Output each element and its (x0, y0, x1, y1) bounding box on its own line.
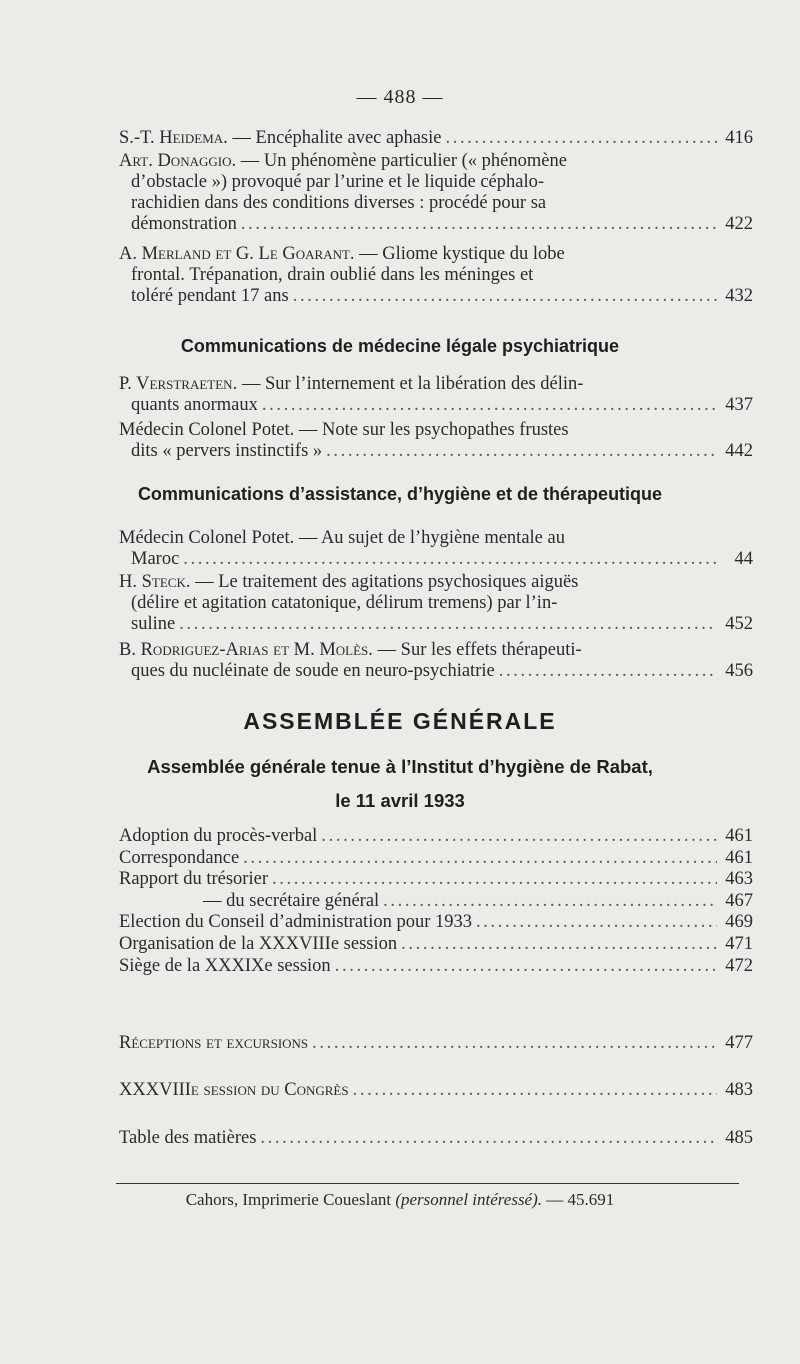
entry-author: Médecin Colonel Potet. (119, 420, 295, 440)
entry-text: Maroc (131, 549, 180, 569)
entry-author: B. Rodriguez-Arias et M. Molès. (119, 640, 373, 660)
entry-text: Rapport du trésorier (119, 869, 268, 890)
entry-page: 471 (725, 933, 753, 954)
entry-text: démonstration (131, 214, 237, 234)
entry-text: — du secrétaire général (203, 890, 380, 911)
toc-entry-table (119, 1128, 753, 1149)
entry-author: H. Steck. (119, 572, 191, 592)
toc-entry-potet-2 (119, 528, 753, 570)
toc-entry-verstraeten (119, 374, 753, 416)
imprint-line (0, 1190, 800, 1210)
entry-text: — Note sur les psychopathes frustes (298, 420, 569, 440)
entry-author: A. Merland et G. Le Goarant. (119, 244, 355, 264)
page-number: — 488 — (356, 86, 444, 108)
entry-page: 469 (725, 912, 753, 933)
entry-text: dits « pervers instinctifs » (131, 441, 323, 461)
entry-page: 452 (725, 614, 753, 634)
assembly-subtitle-1: Assemblée générale tenue à l’Institut d’hygiène de Rabat, (147, 756, 653, 777)
leader-dots (476, 912, 717, 934)
leader-dots (179, 614, 717, 635)
entry-page: 456 (725, 661, 753, 681)
toc-entry-steck (119, 572, 753, 635)
entry-text: quants anormaux (131, 395, 258, 415)
entry-page: 44 (734, 549, 753, 569)
leader-dots (293, 286, 717, 307)
entry-text: — Gliome kystique du lobe (359, 244, 565, 264)
entry-text: frontal. Trépanation, drain oublié dans les méninges et (131, 265, 534, 285)
list-item (119, 912, 753, 934)
entry-text: — Sur les effets thérapeuti- (377, 640, 582, 660)
entry-page: 485 (725, 1128, 753, 1148)
list-item (119, 848, 753, 870)
entry-page: 432 (725, 286, 753, 306)
list-item (119, 826, 753, 848)
leader-dots (499, 661, 717, 682)
entry-author: S.-T. Heidema. (119, 128, 228, 148)
entry-page: 422 (725, 214, 753, 234)
entry-text: — Le traitement des agitations psychosiques aiguës (195, 572, 579, 592)
entry-text: Siège de la XXXIXe session (119, 955, 331, 976)
entry-page: 416 (725, 128, 753, 148)
toc-entry-receptions (119, 1033, 753, 1054)
leader-dots (401, 934, 717, 956)
entry-text: — Sur l’internement et la libération des délin- (241, 374, 584, 394)
section-heading-assistance: Communications d’assistance, d’hygiène et de thérapeutique (137, 484, 663, 504)
entry-page: 442 (725, 441, 753, 461)
toc-entry-potet-1 (119, 420, 753, 462)
entry-text: Adoption du procès-verbal (119, 826, 318, 846)
assembly-list (119, 826, 753, 977)
entry-text: Correspondance (119, 847, 240, 868)
entry-text: toléré pendant 17 ans (131, 286, 289, 306)
toc-entry-rodriguez (119, 640, 753, 682)
entry-text: Organisation de la XXXVIIIe session (119, 933, 398, 954)
entry-text: — Encéphalite avec aphasie (232, 128, 442, 148)
entry-text: ques du nucléinate de soude en neuro-psychiatrie (131, 661, 495, 681)
leader-dots (241, 214, 717, 235)
toc-entry-donaggio (119, 151, 753, 235)
assembly-title: ASSEMBLÉE GÉNÉRALE (243, 708, 557, 734)
imprint-italic: (personnel intéressé). (395, 1190, 543, 1209)
leader-dots (243, 848, 717, 870)
entry-text: rachidien dans des conditions diverses : procédé pour sa (131, 193, 547, 213)
entry-page: 472 (725, 955, 753, 976)
imprint-end: — 45.691 (546, 1190, 615, 1209)
entry-page: 483 (725, 1080, 753, 1100)
footer-rule (116, 1183, 739, 1184)
entry-text: XXXVIIIe session du Congrès (119, 1080, 349, 1100)
leader-dots (262, 395, 717, 416)
toc-entry-heidema (119, 128, 753, 149)
entry-page: 463 (725, 869, 753, 890)
entry-page: 461 (725, 826, 753, 846)
entry-author: Art. Donaggio. (119, 151, 237, 171)
leader-dots (183, 549, 717, 570)
entry-text: Election du Conseil d’administration pour 1933 (119, 912, 472, 933)
assembly-subtitle-2: le 11 avril 1933 (335, 790, 465, 811)
leader-dots (272, 869, 717, 891)
list-item (119, 869, 753, 891)
entry-text: suline (131, 614, 176, 634)
entry-author: Médecin Colonel Potet. (119, 528, 295, 548)
entry-page: 437 (725, 395, 753, 415)
section-heading-legale: Communications de médecine légale psychiatrique (180, 336, 620, 356)
entry-text: Réceptions et excursions (119, 1033, 309, 1053)
toc-entry-session (119, 1080, 753, 1101)
entry-text: (délire et agitation catatonique, délirum tremens) par l’in- (131, 593, 558, 613)
entry-page: 461 (725, 847, 753, 868)
leader-dots (353, 1080, 717, 1101)
leader-dots (312, 1033, 717, 1054)
entry-text: d’obstacle ») provoqué par l’urine et le liquide céphalo- (131, 172, 545, 192)
list-item (119, 934, 753, 956)
entry-text: Table des matières (119, 1128, 257, 1148)
toc-entry-merland (119, 244, 753, 307)
leader-dots (383, 891, 717, 913)
list-item (119, 891, 753, 913)
entry-text: — Un phénomène particulier (« phénomène (240, 151, 567, 171)
entry-page: 477 (725, 1033, 753, 1053)
leader-dots (260, 1128, 717, 1149)
leader-dots (335, 956, 717, 978)
leader-dots (326, 441, 717, 462)
list-item (119, 956, 753, 978)
entry-page: 467 (725, 890, 753, 911)
entry-text: — Au sujet de l’hygiène mentale au (298, 528, 565, 548)
imprint-main: Cahors, Imprimerie Coueslant (185, 1190, 392, 1209)
entry-author: P. Verstraeten. (119, 374, 238, 394)
leader-dots (321, 826, 717, 848)
leader-dots (445, 128, 717, 149)
